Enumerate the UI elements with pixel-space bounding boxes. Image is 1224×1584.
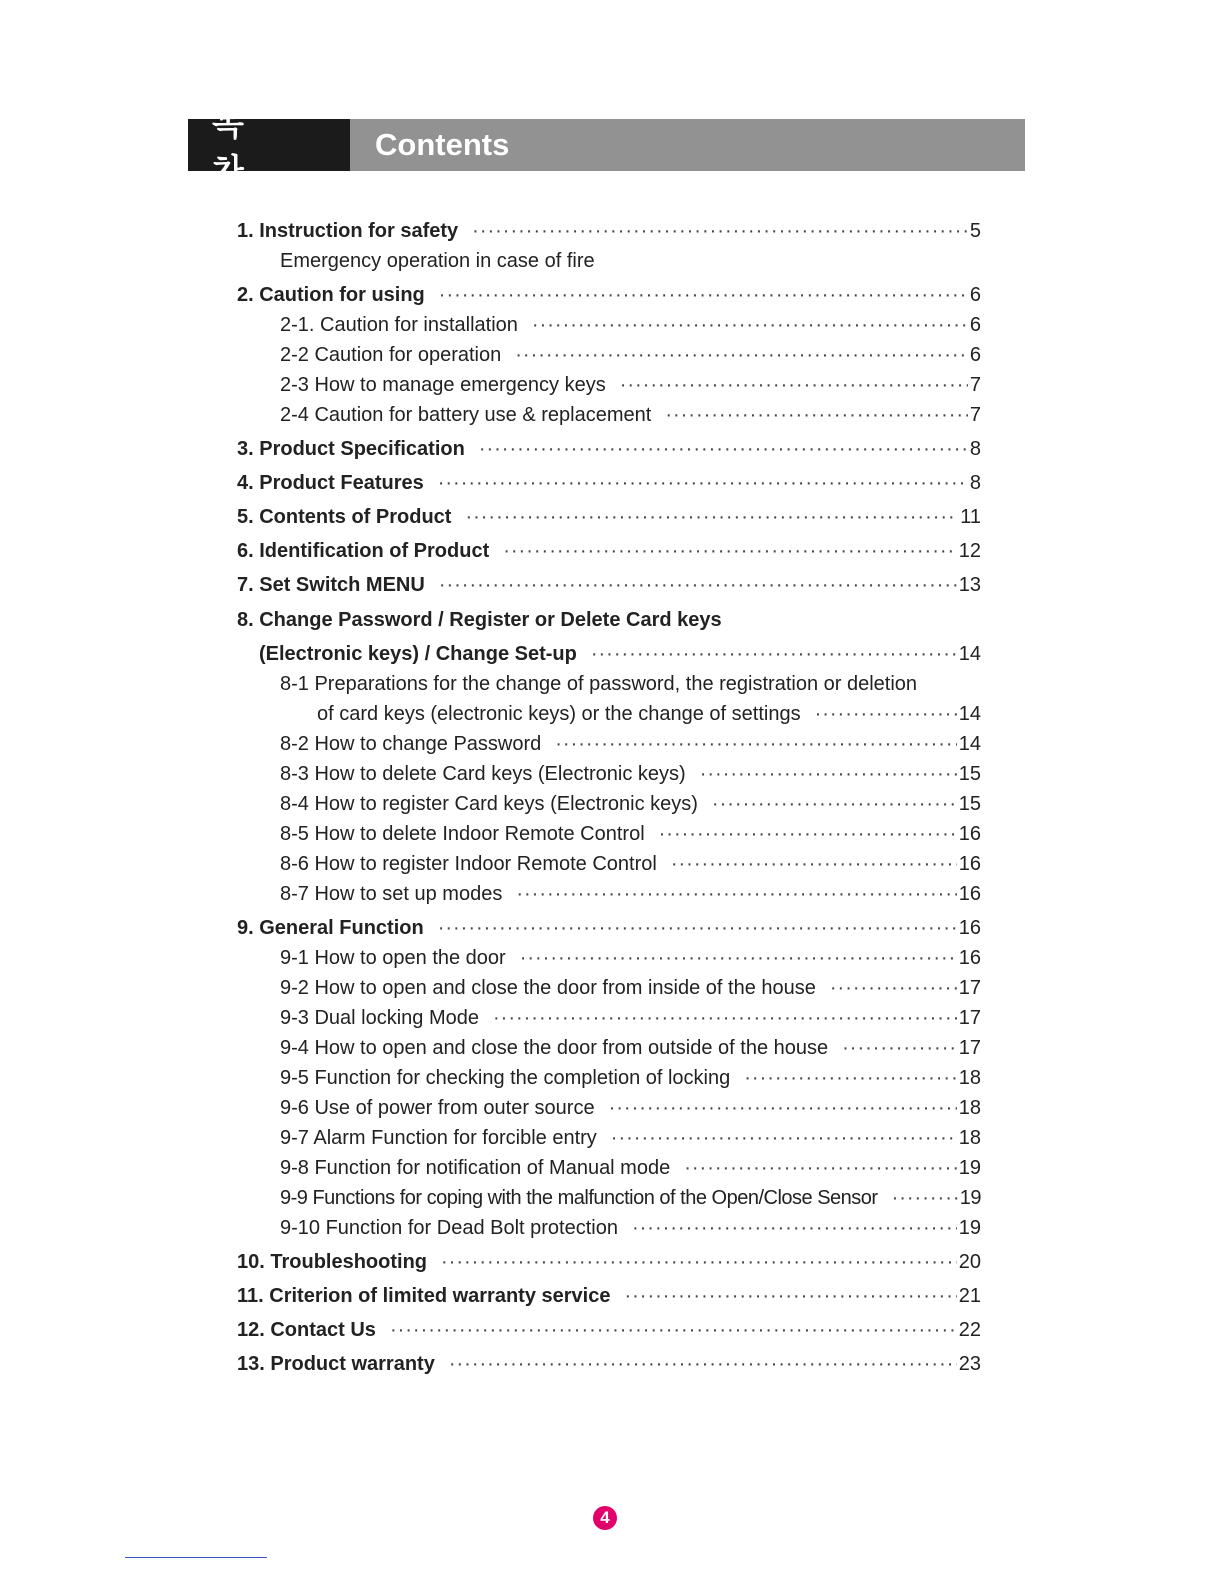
toc-entry[interactable]: 6. Identification of Product ····· 12 bbox=[237, 539, 981, 563]
toc-entry[interactable]: (Electronic keys) / Change Set-up ····· 14 bbox=[259, 642, 981, 666]
toc-entry[interactable]: 3. Product Specification ····· 8 bbox=[237, 437, 981, 461]
toc-entry[interactable]: 9-1 How to open the door ····· 16 bbox=[280, 946, 981, 970]
toc-entry[interactable]: 9. General Function ····· 16 bbox=[237, 916, 981, 940]
toc-entry[interactable]: 5. Contents of Product ····· 11 bbox=[237, 505, 981, 529]
toc-entry[interactable]: 8-5 How to delete Indoor Remote Control ····· 16 bbox=[280, 822, 981, 846]
toc-entry[interactable]: 2-1. Caution for installation ····· 6 bbox=[280, 313, 981, 337]
toc-entry[interactable]: 4. Product Features ····· 8 bbox=[237, 471, 981, 495]
toc-entry[interactable]: 8-1 Preparations for the change of password, the registration or deletion bbox=[280, 673, 918, 695]
toc-entry[interactable]: 7. Set Switch MENU ····· 13 bbox=[237, 573, 981, 597]
toc-entry[interactable]: 9-4 How to open and close the door from outside of the house ····· 17 bbox=[280, 1036, 981, 1060]
toc-entry[interactable]: 9-9 Functions for coping with the malfunction of the Open/Close Sensor ····· 19 bbox=[280, 1186, 981, 1210]
toc-entry[interactable]: of card keys (electronic keys) or the change of settings ····· 14 bbox=[317, 702, 981, 726]
toc-entry[interactable]: 2-2 Caution for operation ····· 6 bbox=[280, 343, 981, 367]
toc-entry[interactable]: 2-3 How to manage emergency keys ····· 7 bbox=[280, 373, 981, 397]
toc-entry[interactable]: 9-3 Dual locking Mode ····· 17 bbox=[280, 1006, 981, 1030]
toc-entry[interactable]: 8-6 How to register Indoor Remote Control ····· 16 bbox=[280, 852, 981, 876]
toc-entry[interactable]: 2. Caution for using ····· 6 bbox=[237, 283, 981, 307]
toc-entry[interactable]: 1. Instruction for safety ····· 5 bbox=[237, 219, 981, 243]
toc-entry[interactable]: 9-2 How to open and close the door from inside of the house ····· 17 bbox=[280, 976, 981, 1000]
footer-rule bbox=[125, 1557, 267, 1558]
contents-header bbox=[188, 105, 1025, 189]
toc-entry[interactable]: 8. Change Password / Register or Delete Card keys bbox=[237, 609, 722, 631]
toc-entry[interactable]: 8-7 How to set up modes ····· 16 bbox=[280, 882, 981, 906]
toc-entry[interactable]: 9-8 Function for notification of Manual mode ····· 19 bbox=[280, 1156, 981, 1180]
page-number-badge: 4 bbox=[593, 1506, 617, 1530]
toc-entry[interactable]: 9-5 Function for checking the completion of locking ····· 18 bbox=[280, 1066, 981, 1090]
toc-entry[interactable]: 10. Troubleshooting ····· 20 bbox=[237, 1250, 981, 1274]
toc-entry[interactable]: 9-10 Function for Dead Bolt protection ····· 19 bbox=[280, 1216, 981, 1240]
header-english-title: Contents bbox=[350, 119, 1025, 171]
toc-entry[interactable]: 13. Product warranty ····· 23 bbox=[237, 1352, 981, 1376]
toc-entry[interactable]: 12. Contact Us ····· 22 bbox=[237, 1318, 981, 1342]
toc-entry[interactable]: 2-4 Caution for battery use & replacement ····· 7 bbox=[280, 403, 981, 427]
toc-entry[interactable]: 8-3 How to delete Card keys (Electronic keys) ····· 15 bbox=[280, 762, 981, 786]
header-korean-title: 목 차 bbox=[188, 119, 350, 171]
toc-entry[interactable]: 9-7 Alarm Function for forcible entry ····· 18 bbox=[280, 1126, 981, 1150]
toc-entry[interactable]: Emergency operation in case of fire bbox=[280, 250, 595, 272]
toc-entry[interactable]: 8-4 How to register Card keys (Electronic keys) ····· 15 bbox=[280, 792, 981, 816]
toc-entry[interactable]: 11. Criterion of limited warranty service ····· 21 bbox=[237, 1284, 981, 1308]
toc-entry[interactable]: 8-2 How to change Password ····· 14 bbox=[280, 732, 981, 756]
toc-entry[interactable]: 9-6 Use of power from outer source ····· 18 bbox=[280, 1096, 981, 1120]
